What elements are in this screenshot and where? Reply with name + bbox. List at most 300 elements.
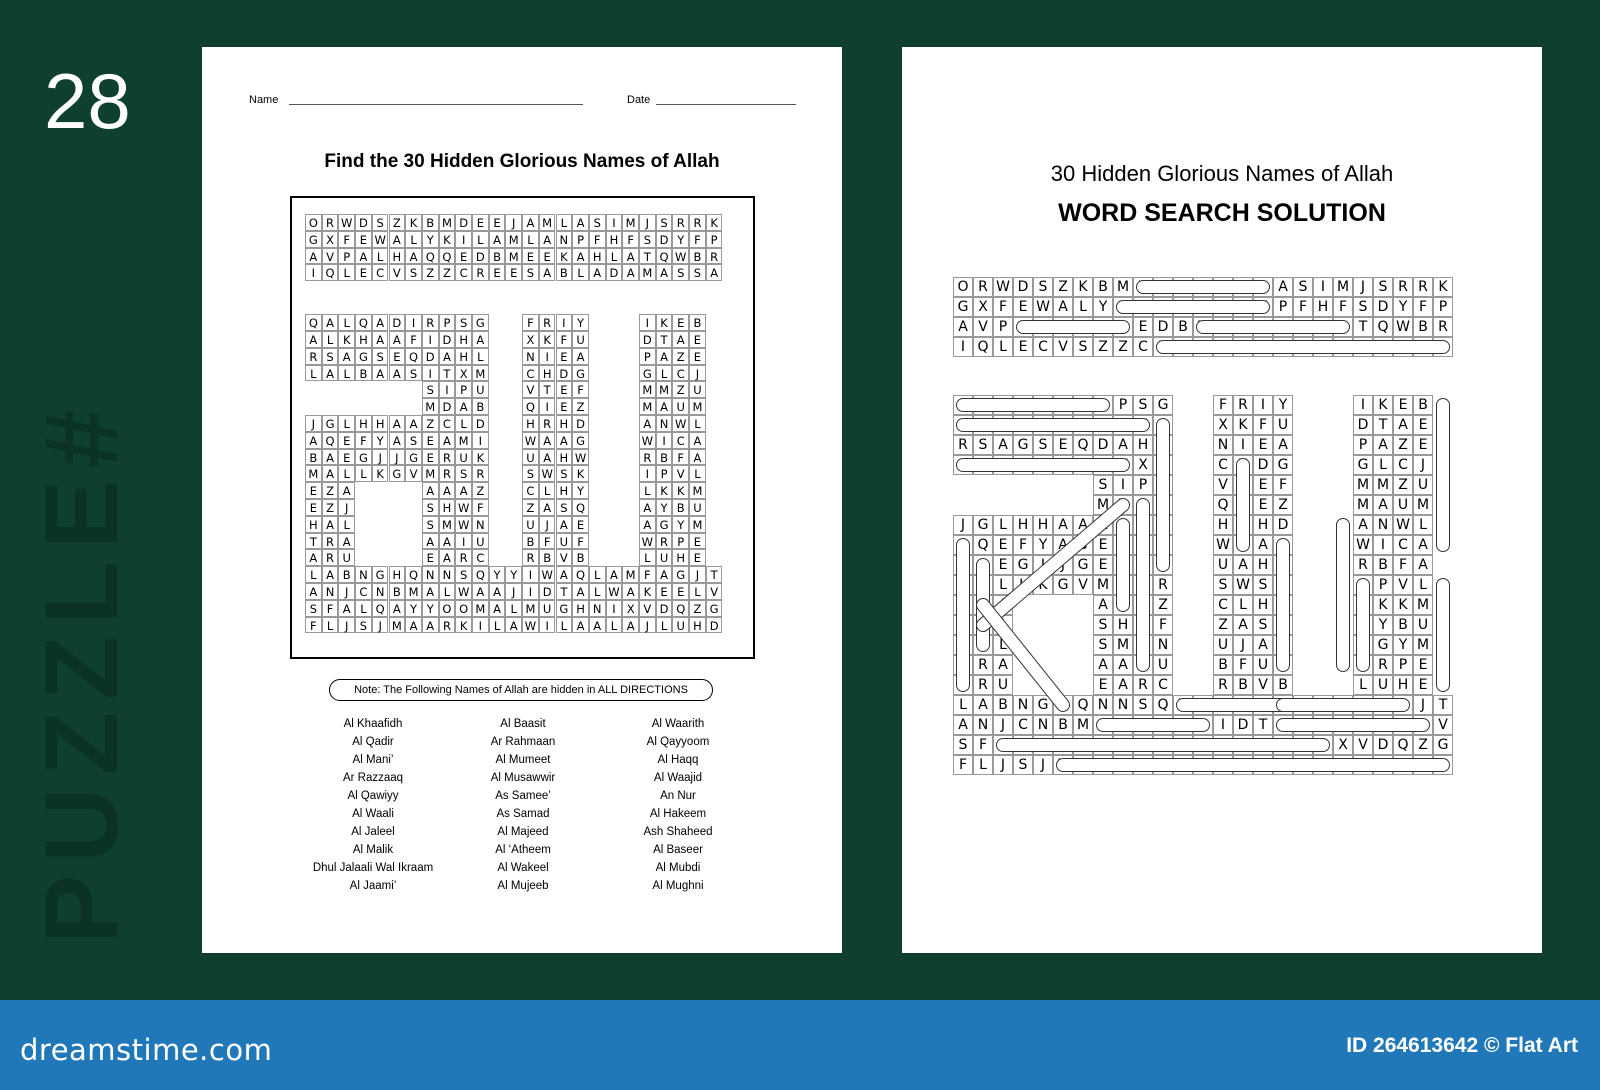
grid-letter: M: [472, 600, 489, 617]
word-item: Al Qayyoom: [646, 736, 710, 748]
grid-letter: S: [1373, 277, 1393, 297]
grid-letter: A: [1173, 297, 1193, 317]
grid-letter: A: [1233, 337, 1253, 357]
grid-letter: H: [1053, 695, 1073, 715]
grid-letter: A: [305, 331, 322, 348]
word-item: Al ‘Atheem: [495, 844, 551, 856]
grid-letter: A: [1273, 435, 1293, 455]
grid-letter: A: [439, 549, 456, 566]
grid-letter: U: [338, 549, 355, 566]
grid-letter: L: [1173, 755, 1193, 775]
grid-letter: G: [372, 566, 389, 583]
grid-letter: U: [572, 331, 589, 348]
grid-letter: G: [1033, 695, 1053, 715]
grid-letter: Q: [1213, 495, 1233, 515]
grid-letter: Y: [656, 499, 673, 516]
grid-letter: E: [1413, 655, 1433, 675]
grid-letter: I: [539, 348, 556, 365]
grid-letter: K: [1253, 317, 1273, 337]
grid-letter: A: [389, 600, 406, 617]
grid-letter: B: [1053, 715, 1073, 735]
grid-letter: M: [1413, 495, 1433, 515]
grid-letter: H: [1273, 735, 1293, 755]
grid-letter: A: [305, 432, 322, 449]
grid-letter: A: [372, 331, 389, 348]
grid-letter: E: [993, 535, 1013, 555]
grid-letter: M: [639, 398, 656, 415]
grid-letter: D: [1113, 495, 1133, 515]
grid-letter: M: [1093, 495, 1113, 515]
grid-letter: A: [1293, 337, 1313, 357]
grid-letter: S: [422, 516, 439, 533]
grid-letter: A: [389, 331, 406, 348]
grid-letter: H: [455, 331, 472, 348]
grid-letter: Q: [355, 314, 372, 331]
grid-letter: S: [372, 348, 389, 365]
word-item: As Samad: [496, 808, 550, 820]
grid-letter: A: [1373, 495, 1393, 515]
grid-letter: S: [689, 264, 706, 281]
grid-letter: J: [338, 583, 355, 600]
grid-letter: E: [355, 264, 372, 281]
grid-letter: A: [322, 449, 339, 466]
word-item: Al Mughni: [652, 880, 704, 892]
grid-letter: M: [689, 482, 706, 499]
grid-letter: A: [405, 617, 422, 634]
grid-letter: K: [1393, 595, 1413, 615]
grid-letter: D: [1373, 297, 1393, 317]
grid-letter: M: [405, 583, 422, 600]
site-logo: dreamstime.com: [20, 1033, 273, 1067]
grid-letter: A: [572, 617, 589, 634]
grid-letter: R: [706, 248, 723, 265]
grid-letter: A: [1233, 535, 1253, 555]
grid-letter: B: [656, 449, 673, 466]
grid-letter: T: [1253, 715, 1273, 735]
grid-letter: K: [472, 449, 489, 466]
grid-letter: A: [1073, 515, 1093, 535]
grid-letter: A: [1393, 415, 1413, 435]
grid-letter: G: [1273, 455, 1293, 475]
grid-letter: A: [439, 533, 456, 550]
grid-letter: Q: [1073, 435, 1093, 455]
word-item: Al Mujeeb: [497, 880, 549, 892]
grid-letter: L: [338, 314, 355, 331]
grid-letter: A: [993, 655, 1013, 675]
grid-letter: J: [1413, 455, 1433, 475]
grid-letter: A: [338, 482, 355, 499]
grid-letter: L: [1273, 337, 1293, 357]
grid-letter: A: [1233, 555, 1253, 575]
grid-letter: A: [973, 635, 993, 655]
grid-letter: Y: [1173, 695, 1193, 715]
grid-letter: R: [639, 449, 656, 466]
grid-letter: K: [672, 482, 689, 499]
grid-letter: A: [1273, 277, 1293, 297]
grid-letter: R: [1353, 555, 1373, 575]
grid-letter: D: [656, 231, 673, 248]
grid-letter: A: [305, 248, 322, 265]
grid-letter: I: [1213, 695, 1233, 715]
grid-letter: I: [1313, 735, 1333, 755]
grid-letter: C: [1033, 337, 1053, 357]
grid-letter: E: [422, 549, 439, 566]
grid-letter: R: [973, 655, 993, 675]
grid-letter: R: [1093, 395, 1113, 415]
grid-letter: U: [1393, 495, 1413, 515]
grid-letter: A: [455, 398, 472, 415]
grid-letter: E: [689, 533, 706, 550]
grid-letter: O: [1133, 735, 1153, 755]
grid-letter: A: [656, 348, 673, 365]
grid-letter: W: [1213, 535, 1233, 555]
grid-letter: T: [439, 365, 456, 382]
grid-letter: J: [539, 516, 556, 533]
grid-letter: W: [455, 516, 472, 533]
grid-letter: A: [1253, 695, 1273, 715]
grid-letter: S: [422, 499, 439, 516]
grid-letter: D: [389, 314, 406, 331]
date-label: Date: [627, 94, 651, 106]
grid-letter: M: [656, 381, 673, 398]
grid-letter: F: [993, 297, 1013, 317]
grid-letter: W: [672, 415, 689, 432]
grid-letter: A: [405, 248, 422, 265]
grid-letter: S: [556, 465, 573, 482]
grid-letter: H: [672, 549, 689, 566]
grid-letter: A: [505, 617, 522, 634]
grid-letter: E: [1273, 635, 1293, 655]
grid-letter: I: [539, 617, 556, 634]
grid-letter: A: [1353, 615, 1373, 635]
grid-letter: D: [472, 415, 489, 432]
grid-letter: S: [1253, 615, 1273, 635]
grid-letter: H: [439, 499, 456, 516]
word-item: Al Qadir: [352, 736, 394, 748]
word-list-column-2: [433, 715, 613, 895]
grid-letter: F: [472, 499, 489, 516]
grid-letter: Q: [1073, 695, 1093, 715]
grid-letter: R: [439, 449, 456, 466]
grid-letter: F: [1353, 695, 1373, 715]
grid-letter: A: [973, 695, 993, 715]
grid-letter: G: [1253, 735, 1273, 755]
grid-letter: S: [973, 435, 993, 455]
grid-letter: J: [1033, 555, 1053, 575]
grid-letter: C: [1213, 595, 1233, 615]
grid-letter: N: [1373, 515, 1393, 535]
grid-letter: C: [672, 432, 689, 449]
grid-letter: W: [455, 583, 472, 600]
grid-letter: O: [1113, 735, 1133, 755]
grid-letter: A: [1173, 735, 1193, 755]
grid-letter: H: [1133, 435, 1153, 455]
grid-letter: U: [1153, 475, 1173, 495]
word-item: Al Malik: [352, 844, 394, 856]
grid-letter: B: [489, 248, 506, 265]
grid-letter: M: [539, 214, 556, 231]
grid-letter: D: [1013, 277, 1033, 297]
grid-letter: E: [522, 248, 539, 265]
grid-letter: B: [993, 695, 1013, 715]
grid-letter: A: [556, 566, 573, 583]
grid-letter: J: [389, 449, 406, 466]
grid-letter: L: [355, 465, 372, 482]
grid-letter: M: [505, 231, 522, 248]
grid-letter: F: [355, 432, 372, 449]
grid-letter: M: [1213, 735, 1233, 755]
grid-letter: G: [389, 465, 406, 482]
grid-letter: T: [656, 331, 673, 348]
grid-letter: G: [953, 297, 973, 317]
grid-letter: R: [439, 465, 456, 482]
grid-letter: Y: [1093, 735, 1113, 755]
grid-letter: D: [1153, 515, 1173, 535]
grid-letter: J: [639, 214, 656, 231]
grid-letter: A: [1373, 337, 1393, 357]
grid-letter: S: [672, 264, 689, 281]
grid-letter: L: [1013, 575, 1033, 595]
grid-letter: M: [639, 264, 656, 281]
grid-letter: F: [1333, 297, 1353, 317]
grid-letter: L: [656, 617, 673, 634]
grid-letter: A: [1133, 595, 1153, 615]
grid-letter: G: [1073, 555, 1093, 575]
grid-letter: G: [322, 415, 339, 432]
grid-letter: P: [455, 381, 472, 398]
grid-letter: H: [606, 231, 623, 248]
grid-letter: A: [1073, 755, 1093, 775]
grid-letter: F: [953, 755, 973, 775]
grid-letter: Y: [405, 600, 422, 617]
grid-letter: J: [1053, 555, 1073, 575]
grid-letter: B: [1013, 455, 1033, 475]
grid-letter: K: [372, 465, 389, 482]
grid-letter: I: [953, 337, 973, 357]
grid-letter: D: [1353, 415, 1373, 435]
grid-letter: T: [1433, 695, 1453, 715]
grid-letter: Z: [1213, 615, 1233, 635]
grid-letter: R: [455, 549, 472, 566]
grid-letter: M: [1233, 277, 1253, 297]
grid-letter: D: [1313, 337, 1333, 357]
grid-letter: Q: [1273, 695, 1293, 715]
grid-letter: L: [689, 465, 706, 482]
grid-letter: Q: [405, 348, 422, 365]
grid-letter: Q: [305, 314, 322, 331]
grid-letter: G: [572, 365, 589, 382]
grid-letter: R: [305, 348, 322, 365]
grid-letter: T: [1353, 317, 1373, 337]
grid-letter: K: [993, 415, 1013, 435]
grid-letter: R: [1113, 555, 1133, 575]
grid-letter: A: [689, 432, 706, 449]
grid-letter: H: [1253, 555, 1273, 575]
grid-letter: T: [1233, 475, 1253, 495]
grid-letter: G: [1013, 435, 1033, 455]
grid-letter: A: [322, 365, 339, 382]
grid-letter: X: [1333, 735, 1353, 755]
grid-letter: L: [1313, 755, 1333, 775]
grid-letter: L: [606, 617, 623, 634]
grid-letter: Q: [405, 566, 422, 583]
grid-letter: W: [639, 432, 656, 449]
grid-letter: J: [1233, 635, 1253, 655]
grid-letter: W: [1233, 695, 1253, 715]
grid-letter: J: [505, 583, 522, 600]
grid-letter: V: [1213, 475, 1233, 495]
grid-letter: D: [1373, 735, 1393, 755]
grid-letter: Q: [1153, 695, 1173, 715]
grid-letter: P: [1433, 297, 1453, 317]
grid-letter: M: [1113, 277, 1133, 297]
grid-letter: A: [1193, 755, 1213, 775]
grid-letter: A: [1033, 415, 1053, 435]
grid-letter: A: [606, 566, 623, 583]
grid-letter: N: [656, 415, 673, 432]
grid-letter: S: [1073, 455, 1093, 475]
grid-letter: Z: [1273, 495, 1293, 515]
grid-letter: C: [455, 264, 472, 281]
grid-letter: U: [522, 449, 539, 466]
grid-letter: U: [1273, 415, 1293, 435]
grid-letter: A: [422, 533, 439, 550]
grid-letter: W: [639, 533, 656, 550]
grid-letter: M: [622, 214, 639, 231]
grid-letter: U: [1133, 555, 1153, 575]
grid-letter: E: [1373, 715, 1393, 735]
grid-letter: A: [1013, 317, 1033, 337]
grid-letter: V: [522, 381, 539, 398]
grid-letter: E: [1413, 675, 1433, 695]
grid-letter: X: [455, 365, 472, 382]
grid-letter: A: [1133, 495, 1153, 515]
grid-letter: E: [1093, 675, 1113, 695]
grid-letter: P: [706, 231, 723, 248]
grid-letter: F: [539, 533, 556, 550]
grid-letter: A: [656, 264, 673, 281]
grid-letter: N: [589, 600, 606, 617]
grid-letter: F: [1013, 535, 1033, 555]
grid-letter: F: [1253, 415, 1273, 435]
grid-letter: C: [355, 583, 372, 600]
grid-letter: A: [389, 365, 406, 382]
grid-letter: E: [422, 432, 439, 449]
grid-letter: R: [1113, 755, 1133, 775]
grid-letter: A: [1293, 755, 1313, 775]
grid-letter: I: [1153, 755, 1173, 775]
grid-letter: C: [522, 482, 539, 499]
grid-letter: F: [572, 381, 589, 398]
grid-letter: R: [539, 415, 556, 432]
worksheet-title: Find the 30 Hidden Glorious Names of Allah: [324, 151, 720, 172]
grid-letter: C: [1393, 455, 1413, 475]
grid-letter: N: [372, 583, 389, 600]
grid-letter: Q: [1373, 317, 1393, 337]
grid-letter: F: [622, 231, 639, 248]
grid-letter: N: [522, 348, 539, 365]
grid-letter: A: [556, 432, 573, 449]
grid-letter: W: [1133, 635, 1153, 655]
grid-letter: A: [472, 331, 489, 348]
grid-letter: Q: [439, 248, 456, 265]
word-item: Ar Razzaaq: [342, 772, 404, 784]
grid-letter: C: [1393, 535, 1413, 555]
word-item: Al Hakeem: [649, 808, 707, 820]
grid-letter: M: [1373, 475, 1393, 495]
grid-letter: N: [1113, 695, 1133, 715]
grid-letter: Y: [1393, 297, 1413, 317]
grid-letter: E: [1393, 395, 1413, 415]
grid-letter: L: [689, 415, 706, 432]
grid-letter: C: [1133, 337, 1153, 357]
grid-letter: E: [953, 595, 973, 615]
grid-letter: S: [455, 566, 472, 583]
grid-letter: Z: [439, 264, 456, 281]
grid-letter: J: [505, 214, 522, 231]
grid-letter: S: [1413, 337, 1433, 357]
grid-letter: A: [455, 482, 472, 499]
grid-letter: A: [556, 516, 573, 533]
grid-letter: H: [372, 415, 389, 432]
grid-letter: B: [1413, 395, 1433, 415]
grid-letter: L: [1233, 595, 1253, 615]
grid-letter: Q: [973, 535, 993, 555]
word-item: Al Haqq: [657, 754, 699, 766]
grid-letter: S: [1093, 475, 1113, 495]
grid-letter: K: [439, 231, 456, 248]
grid-letter: L: [1353, 675, 1373, 695]
grid-letter: S: [422, 381, 439, 398]
grid-letter: L: [1373, 755, 1393, 775]
grid-letter: I: [639, 465, 656, 482]
image-credit: ID 264613642 © Flat Art: [1346, 1034, 1578, 1057]
grid-letter: A: [1273, 715, 1293, 735]
grid-letter: B: [1253, 337, 1273, 357]
grid-letter: L: [405, 231, 422, 248]
grid-letter: J: [1033, 755, 1053, 775]
grid-letter: A: [439, 348, 456, 365]
grid-letter: A: [1113, 595, 1133, 615]
grid-letter: Q: [1013, 395, 1033, 415]
grid-letter: L: [472, 231, 489, 248]
grid-letter: A: [1353, 515, 1373, 535]
grid-letter: A: [338, 348, 355, 365]
grid-letter: I: [522, 583, 539, 600]
grid-letter: D: [1133, 277, 1153, 297]
grid-letter: Z: [322, 482, 339, 499]
grid-letter: A: [1113, 535, 1133, 555]
grid-letter: J: [639, 617, 656, 634]
grid-letter: W: [1393, 317, 1413, 337]
grid-letter: L: [639, 549, 656, 566]
grid-letter: H: [556, 482, 573, 499]
grid-letter: G: [1373, 635, 1393, 655]
grid-letter: K: [1273, 575, 1293, 595]
grid-letter: K: [455, 617, 472, 634]
grid-letter: A: [1033, 455, 1053, 475]
grid-letter: A: [1153, 715, 1173, 735]
grid-letter: H: [1033, 515, 1053, 535]
grid-letter: B: [472, 398, 489, 415]
grid-letter: M: [439, 214, 456, 231]
grid-letter: L: [305, 365, 322, 382]
grid-letter: I: [1353, 575, 1373, 595]
grid-letter: I: [422, 365, 439, 382]
grid-letter: S: [1133, 695, 1153, 715]
grid-letter: K: [656, 314, 673, 331]
grid-letter: E: [672, 583, 689, 600]
